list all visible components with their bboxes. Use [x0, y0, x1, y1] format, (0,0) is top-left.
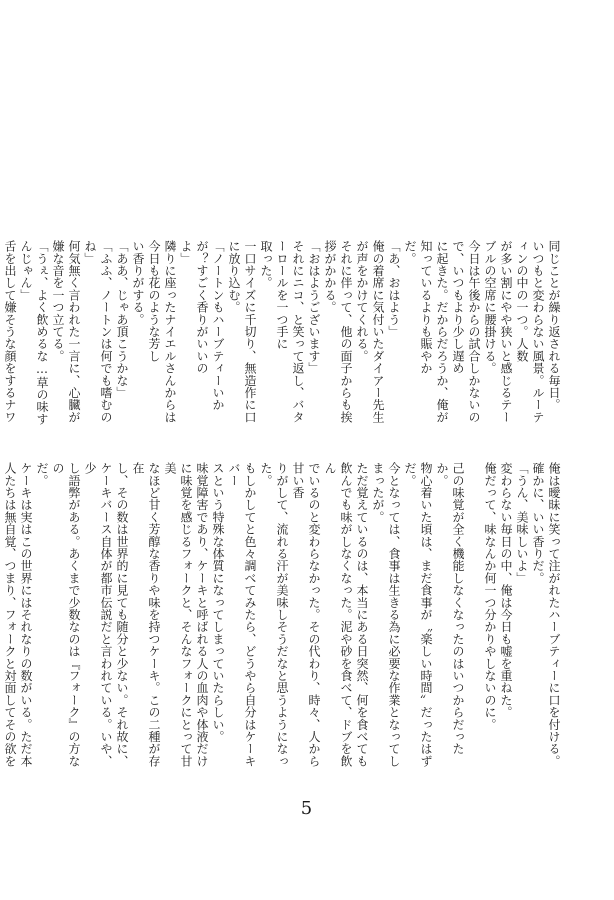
upper-text-block — [3, 240, 562, 428]
text-line: い香りがする。 — [131, 240, 145, 326]
text-line: でいるのと変わらなかった。その代わり、時々、人から甘い香 — [291, 462, 321, 767]
text-line: スという特殊な体質になってしまっていたらしい。 — [211, 462, 225, 743]
text-line: 俺の着席に気付いたダイアー先生が声をかけてくれる。 — [355, 240, 385, 423]
text-line: 変わらない毎日の中、俺は今日も嘘を重ねた。 — [499, 462, 513, 719]
text-line: に味覚を感じるフォークと、そんなフォークにとって甘美 — [163, 462, 193, 767]
text-line: ケーキバース自体が都市伝説だと言われている。いや、少 — [83, 462, 113, 767]
text-line: 一口サイズに千切り、無造作に口に放り込む。 — [227, 240, 257, 423]
text-line: が多い割にやや狭いと感じるテーブルの空席に腰掛ける。 — [483, 240, 513, 423]
text-line: 舌を出して嫌そうな顔をするナワ — [3, 240, 17, 423]
text-line: 「おはようございます」 — [307, 240, 321, 375]
text-line: ただ覚えているのは、本当にある日突然、何を食べても — [355, 462, 369, 767]
text-line: 味覚障害であり、ケーキと呼ばれる人の血肉や体液だけ — [195, 462, 209, 767]
lower-text-block — [3, 462, 562, 768]
text-line: ケーキは実はこの世界にはそれなりの数がいる。ただ本 — [19, 462, 33, 767]
text-line: に起きた。だからだろうか、俺が知っているよりも賑やか — [419, 240, 449, 423]
page-number: 5 — [300, 798, 314, 819]
text-line: 「うん、美味しいよ」 — [515, 462, 529, 584]
text-line: 俺は曖昧に笑って注がれたハーブティーに口を付ける。 — [547, 462, 561, 767]
text-line — [466, 462, 482, 768]
text-line: 今日は午後からの試合しかないので、いつもより少し遅め — [451, 240, 481, 423]
text-line: それに伴って、他の面子からも挨拶がかかる。 — [323, 240, 353, 423]
text-line: 「ノートンもハーブティーいかが？すごく香りがいいの — [195, 240, 225, 411]
text-line: まったが。 — [371, 462, 385, 523]
text-line: 今となっては、食事は生きる為に必要な作業となってし — [387, 462, 401, 767]
text-line: 「あ、おはよう」 — [387, 240, 401, 338]
text-line: だ。 — [35, 462, 49, 487]
text-line: 隣りに座ったナイエルさんからは今日も花のような芳し — [147, 240, 177, 423]
text-line: し語弊がある。あくまで少数なのは『フォーク』の方なの — [51, 462, 81, 767]
text-line: 何気無く言われた一言に、心臓が嫌な音を一つ立てる。 — [51, 240, 81, 423]
text-line: だ。 — [403, 240, 417, 265]
text-line: それにニコ、と笑って返し、バターロールを一つ手に — [275, 240, 305, 423]
text-line: 俺だって、味なんか何一つ分かりやしないのに。 — [483, 462, 497, 731]
text-line: 同じことが繰り返される毎日。 — [547, 240, 561, 411]
text-line: よ」 — [179, 240, 193, 265]
text-line: 「ああ、じゃあ頂こうかな」 — [115, 240, 129, 399]
text-line: 飲んでも味がしなくなった。泥や砂を食べて、ドブを飲ん — [323, 462, 353, 767]
text-line: 己の味覚が全く機能しなくなったのはいつからだったか。 — [435, 462, 465, 755]
text-line: 「うぇ、よく飲めるな…草の味すんじゃん」 — [19, 240, 49, 425]
text-line: 取った。 — [259, 240, 273, 289]
text-line: 物心着いた頃は、まだ食事が〝楽しい時間〟だったはずだ。 — [403, 462, 433, 767]
text-line: もしかしてと色々調べてみたら、どうやら自分はケーキバー — [227, 462, 257, 767]
text-line: りがして、流れる汗が美味しそうだなと思うようになった。 — [259, 462, 289, 767]
text-line: なほど甘く芳醇な香りや味を持つケーキ。この二種が存在 — [131, 462, 161, 767]
text-line: し、その数は世界的に見ても随分と少ない。それ故に、 — [115, 462, 129, 767]
text-line: いつもと変わらない風景。ルーティンの中の一つ。人数 — [515, 240, 545, 423]
text-line: 「ふふ、ノートンは何でも嗜むのね」 — [83, 240, 113, 423]
text-line: 人たちは無自覚、つまり、フォークと対面してその欲を — [3, 462, 17, 767]
text-line: 確かに、いい香りだ。 — [531, 462, 545, 584]
